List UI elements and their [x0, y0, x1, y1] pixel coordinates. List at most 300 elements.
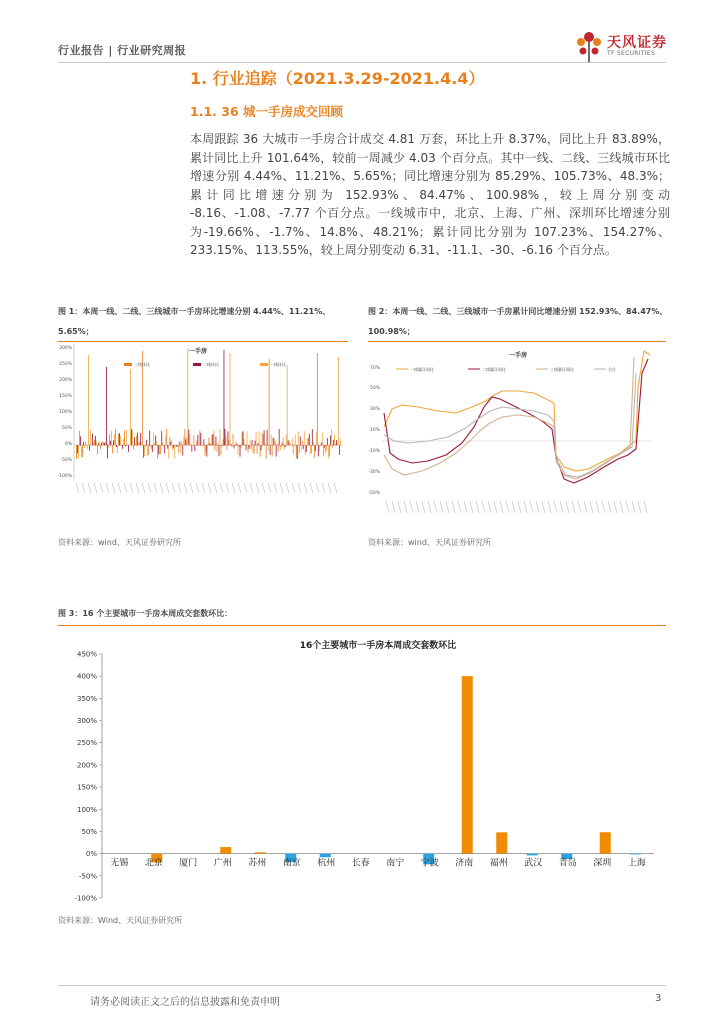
growth-bar — [269, 359, 270, 446]
y-tick-label: 200% — [76, 761, 97, 770]
growth-bar — [248, 445, 249, 452]
growth-bar — [99, 442, 100, 446]
growth-bar — [323, 445, 324, 456]
growth-bar — [134, 437, 135, 445]
growth-bar — [330, 436, 331, 446]
growth-bar — [197, 435, 198, 445]
growth-bar — [271, 434, 272, 445]
growth-bar — [290, 443, 291, 445]
growth-bar — [309, 434, 310, 446]
growth-bar — [121, 445, 122, 446]
growth-bar — [216, 436, 217, 445]
growth-bar — [158, 445, 159, 454]
growth-bar — [149, 430, 150, 445]
growth-bar — [232, 445, 233, 447]
growth-bar — [87, 445, 88, 449]
growth-bar — [83, 442, 84, 446]
growth-bar — [113, 440, 114, 445]
growth-bar — [256, 431, 257, 445]
city-label: 宁波 — [420, 858, 439, 869]
growth-bar — [206, 445, 207, 457]
growth-bar — [88, 355, 89, 446]
growth-bar — [137, 433, 138, 446]
growth-bar — [224, 350, 225, 446]
growth-bar — [240, 445, 241, 457]
growth-bar — [200, 433, 201, 446]
f2-ytick: 50% — [369, 386, 380, 391]
growth-bar — [97, 445, 98, 454]
growth-bar — [325, 445, 326, 453]
growth-bar — [210, 444, 211, 446]
growth-bar — [246, 445, 247, 450]
figure3-x-axis — [110, 857, 646, 869]
growth-bar — [303, 445, 304, 449]
f2-ytick: 30% — [369, 407, 380, 412]
growth-bar — [339, 445, 340, 455]
growth-bar — [228, 431, 229, 445]
city-bar — [220, 847, 231, 854]
growth-bar — [267, 430, 268, 446]
growth-bar — [118, 434, 119, 445]
growth-bar — [315, 445, 316, 451]
y-tick-label: 300% — [76, 717, 97, 726]
growth-bar — [155, 436, 156, 446]
growth-bar — [167, 445, 168, 449]
growth-bar — [306, 445, 307, 452]
figure3-source: 资料来源：Wind、天风证券研究所 — [58, 916, 183, 925]
growth-bar — [114, 434, 115, 445]
growth-bar — [247, 431, 248, 445]
growth-bar — [186, 437, 187, 446]
growth-bar — [128, 445, 129, 452]
growth-bar — [179, 441, 180, 445]
figure3-title: 图 3：16 个主要城市一手房本周成交套数环比： — [58, 609, 233, 618]
growth-bar — [244, 439, 245, 445]
f2-legend-label: 三线累计同比 — [550, 367, 574, 372]
growth-bar — [141, 444, 142, 446]
growth-bar — [262, 432, 263, 445]
growth-bar — [126, 430, 127, 446]
growth-bar — [112, 445, 113, 454]
f1-ytick: 50% — [61, 426, 72, 431]
growth-bar — [135, 443, 136, 445]
growth-bar — [280, 445, 281, 451]
growth-bar — [289, 440, 290, 445]
growth-bar — [189, 434, 190, 445]
growth-bar — [223, 439, 224, 445]
f2-ytick: -10% — [368, 449, 380, 454]
growth-bar — [143, 445, 144, 458]
city-label: 厦门 — [179, 858, 198, 869]
f1-ytick: 200% — [59, 378, 72, 383]
growth-bar — [115, 429, 116, 446]
growth-bar — [260, 445, 261, 457]
f2-ytick: -50% — [368, 491, 380, 496]
f1-ytick: 0% — [64, 442, 72, 447]
growth-bar — [305, 445, 306, 454]
growth-bar — [284, 445, 285, 449]
growth-bar — [235, 445, 236, 446]
f1-legend-label: 二线环比 — [203, 362, 219, 367]
growth-bar — [199, 430, 200, 445]
growth-bar — [163, 445, 164, 446]
growth-bar — [129, 445, 130, 446]
city-bar — [600, 832, 611, 853]
y-tick-label: 450% — [76, 650, 97, 659]
growth-bar — [96, 441, 97, 445]
growth-bar — [125, 445, 126, 446]
f1-ytick: -50% — [60, 458, 72, 463]
growth-bar — [230, 353, 231, 446]
growth-bar — [282, 443, 283, 446]
y-tick-label: 0% — [85, 850, 97, 859]
growth-bar — [301, 445, 302, 450]
growth-bar — [234, 445, 235, 448]
growth-bar — [95, 436, 96, 446]
growth-bar — [181, 441, 182, 445]
growth-bar — [338, 357, 339, 446]
growth-bar — [237, 444, 238, 446]
growth-bar — [168, 445, 169, 459]
f2-ytick: -30% — [368, 470, 380, 475]
growth-bar — [103, 442, 104, 445]
report-type: 行业报告 | 行业研究周报 — [58, 44, 187, 57]
growth-bar — [278, 445, 279, 452]
header-divider — [58, 62, 666, 63]
f1-ytick: 150% — [59, 394, 72, 399]
growth-bar — [277, 443, 278, 445]
city-label: 苏州 — [248, 858, 267, 869]
growth-bar — [152, 445, 153, 452]
growth-bar — [261, 445, 262, 450]
growth-bar — [138, 443, 139, 446]
growth-bar — [304, 431, 305, 446]
growth-bar — [334, 435, 335, 446]
figure1-chart-title: 一手房 — [188, 348, 208, 355]
growth-bar — [94, 440, 95, 446]
growth-bar — [201, 445, 202, 446]
growth-bar — [89, 445, 90, 451]
growth-bar — [254, 445, 255, 454]
growth-bar — [285, 445, 286, 447]
growth-bar — [175, 445, 176, 446]
growth-bar — [258, 443, 259, 445]
growth-bar — [191, 445, 192, 452]
growth-bar — [245, 444, 246, 445]
growth-bar — [188, 430, 189, 446]
growth-bar — [225, 429, 226, 446]
growth-bar — [249, 445, 250, 449]
growth-bar — [276, 445, 277, 457]
growth-bar — [265, 444, 266, 446]
growth-bar — [190, 444, 191, 445]
growth-bar — [176, 445, 177, 447]
y-tick-label: 400% — [76, 672, 97, 681]
growth-bar — [288, 441, 289, 446]
growth-bar — [286, 435, 287, 446]
growth-bar — [102, 441, 103, 445]
growth-bar — [119, 433, 120, 445]
growth-bar — [98, 443, 99, 445]
growth-bar — [156, 441, 157, 445]
growth-bar — [231, 444, 232, 445]
growth-bar — [226, 436, 227, 446]
flower-logo-icon — [572, 28, 606, 64]
logo-name: 天风证券 — [607, 35, 667, 51]
f1-ytick: 250% — [59, 362, 72, 367]
growth-bar — [100, 445, 101, 449]
figure2-chart-title: 一手房 — [508, 352, 528, 359]
growth-bar — [169, 437, 170, 446]
growth-bar — [220, 429, 221, 445]
growth-bar — [250, 439, 251, 445]
growth-bar — [239, 445, 240, 447]
growth-bar — [76, 445, 77, 459]
growth-bar — [318, 445, 319, 456]
growth-bar — [333, 440, 334, 446]
figure2-source: 资料来源：wind、天风证券研究所 — [368, 538, 491, 547]
f2-legend-label: 合计 — [608, 367, 616, 372]
growth-bar — [194, 445, 195, 451]
growth-bar — [164, 445, 165, 454]
growth-bar — [180, 445, 181, 453]
growth-bar — [255, 441, 256, 446]
growth-bar — [268, 445, 269, 451]
y-tick-label: 50% — [81, 827, 97, 836]
growth-bar — [275, 441, 276, 446]
growth-bar — [319, 445, 320, 452]
growth-bar — [227, 445, 228, 450]
growth-bar — [299, 445, 300, 453]
growth-bar — [242, 432, 243, 445]
growth-bar — [162, 442, 163, 445]
figure2-chart — [368, 343, 666, 533]
growth-bar — [324, 445, 325, 448]
growth-bar — [217, 445, 218, 452]
growth-bar — [177, 445, 178, 447]
growth-bar — [101, 443, 102, 446]
growth-bar — [219, 445, 220, 456]
growth-bar — [300, 437, 301, 446]
city-label: 福州 — [489, 858, 508, 869]
growth-bar — [293, 445, 294, 454]
summary-paragraph: 本周跟踪 36 大城市一手房合计成交 4.81 万套，环比上升 8.37%，同比上升 83.89%，累计同比上升 101.64%，较前一周减少 4.03 个百分点。其中一线、二线、三线城市环比增速分别 4.44%、11.21%、5.65%；同比增速分别为 85.29%、105.73%、48.3%；累计同比增速分别为 152.93%、84.47%、100.98%，较上周分别变动 -8.16、-1.08、-7.77 个百分点。一线城市中，北京、上海、广州、深圳环比增速分别为-19.66%、-1.7%、14.8%、48.21%；累计同比分别为 107.23%、154.27%、233.15%、113.55%，较上周分别变动 6.31、-11.1、-30、-6.16 个百分点。 — [190, 132, 670, 257]
growth-bar — [77, 445, 78, 454]
growth-bar — [253, 445, 254, 453]
logo-sub: TF SECURITIES — [607, 50, 656, 57]
growth-bar — [92, 434, 93, 446]
f2-ytick: 10% — [369, 428, 380, 433]
growth-bar — [184, 429, 185, 445]
growth-bar — [161, 431, 162, 445]
growth-bar — [185, 439, 186, 445]
growth-bar — [207, 443, 208, 445]
growth-bar — [213, 434, 214, 445]
f1-legend-label: 三线环比 — [134, 362, 150, 367]
city-label: 济南 — [455, 858, 474, 869]
growth-bar — [259, 432, 260, 446]
figure3-chart-title: 16个主要城市一手房本周成交套数环比 — [299, 641, 457, 651]
growth-bar — [283, 437, 284, 446]
growth-bar — [90, 430, 91, 445]
growth-bar — [298, 431, 299, 445]
growth-bar — [173, 445, 174, 448]
growth-bar — [337, 443, 338, 445]
growth-bar — [86, 445, 87, 446]
disclaimer: 请务必阅读正文之后的信息披露和免责申明 — [90, 997, 280, 1008]
growth-bar — [148, 445, 149, 455]
figure3-chart — [58, 627, 666, 912]
growth-bar — [203, 439, 204, 445]
growth-bar — [165, 435, 166, 445]
growth-bar — [307, 439, 308, 446]
growth-bar — [252, 440, 253, 446]
growth-bar — [266, 445, 267, 458]
figure3-rule — [58, 625, 666, 626]
growth-bar — [140, 433, 141, 446]
f1-ytick: 100% — [59, 410, 72, 415]
figure1-y-axis — [58, 345, 73, 479]
growth-bar — [145, 445, 146, 446]
growth-bar — [130, 369, 131, 446]
growth-bar — [183, 437, 184, 446]
growth-bar — [204, 445, 205, 456]
city-label: 杭州 — [317, 858, 336, 869]
growth-bar — [105, 441, 106, 445]
f2-legend-label: 一线累计同比 — [410, 367, 434, 372]
growth-bar — [107, 445, 108, 458]
growth-bar — [296, 445, 297, 458]
growth-bar — [314, 445, 315, 458]
growth-bar — [295, 435, 296, 446]
figure2-title: 图 2：本周一线、二线、三线城市一手房累计同比增速分别 152.93%、84.47%、100.98%； — [368, 307, 668, 336]
growth-bar — [331, 429, 332, 445]
city-label: 上海 — [627, 858, 646, 869]
y-tick-label: 250% — [76, 739, 97, 748]
growth-bar — [335, 444, 336, 446]
page-number: 3 — [655, 993, 662, 1004]
growth-bar — [116, 445, 117, 447]
city-bar — [255, 852, 266, 853]
growth-bar — [84, 445, 85, 448]
growth-bar — [122, 445, 123, 449]
growth-bar — [287, 365, 288, 446]
growth-bar — [85, 442, 86, 446]
growth-bar — [272, 445, 273, 457]
growth-bar — [322, 432, 323, 445]
y-tick-label: 350% — [76, 694, 97, 703]
growth-bar — [233, 434, 234, 445]
growth-bar — [120, 436, 121, 445]
growth-bar — [302, 441, 303, 446]
city-label: 青岛 — [558, 858, 577, 869]
growth-bar — [160, 445, 161, 454]
growth-bar — [82, 445, 83, 457]
f2-legend-label: 二线累计同比 — [482, 367, 506, 372]
growth-bar — [273, 438, 274, 446]
growth-bar — [151, 445, 152, 449]
city-label: 武汉 — [524, 858, 543, 869]
growth-bar — [274, 438, 275, 445]
growth-bar — [146, 440, 147, 446]
y-tick-label: -100% — [74, 894, 97, 903]
growth-bar — [311, 445, 312, 453]
figure2-rule — [368, 341, 666, 342]
figure1-chart — [58, 343, 348, 533]
growth-bar — [251, 445, 252, 450]
growth-bar — [123, 439, 124, 446]
growth-bar — [195, 445, 196, 446]
figure3-y-axis — [74, 651, 102, 903]
f1-ytick: -100% — [58, 474, 72, 479]
growth-bar — [241, 445, 242, 448]
growth-bar — [193, 435, 194, 445]
growth-bar — [79, 431, 80, 446]
growth-bar — [332, 445, 333, 448]
y-tick-label: -50% — [78, 872, 97, 881]
growth-bar — [281, 445, 282, 447]
growth-bar — [205, 445, 206, 453]
growth-bar — [136, 436, 137, 446]
city-label: 无锡 — [110, 858, 129, 869]
growth-bar — [108, 445, 109, 448]
growth-bar — [182, 445, 183, 456]
section-heading: 1. 行业追踪（2021.3.29-2021.4.4） — [190, 69, 485, 88]
growth-bar — [131, 429, 132, 446]
growth-bar — [209, 438, 210, 446]
growth-bar — [81, 445, 82, 457]
growth-bar — [178, 445, 179, 453]
growth-bar — [174, 445, 175, 458]
growth-bar — [157, 445, 158, 459]
growth-bar — [317, 353, 318, 446]
growth-bar — [327, 438, 328, 445]
figure1-rule — [58, 341, 348, 342]
city-label: 广州 — [213, 858, 232, 869]
growth-bar — [198, 445, 199, 446]
city-bar — [630, 854, 641, 855]
growth-bar — [292, 438, 293, 445]
growth-bar — [144, 445, 145, 456]
growth-bar — [336, 440, 337, 445]
growth-bar — [117, 445, 118, 453]
f1-ytick: 300% — [59, 346, 72, 351]
growth-bar — [238, 445, 239, 455]
growth-bar — [106, 367, 107, 446]
growth-bar — [329, 445, 330, 456]
growth-bar — [236, 442, 237, 446]
city-label: 深圳 — [593, 858, 612, 869]
growth-bar — [270, 445, 271, 455]
growth-bar — [312, 429, 313, 445]
growth-bar — [212, 435, 213, 446]
growth-bar — [192, 445, 193, 446]
growth-bar — [172, 445, 173, 450]
growth-bar — [294, 445, 295, 446]
city-bar — [496, 832, 507, 853]
city-label: 南宁 — [386, 858, 405, 869]
growth-bar — [78, 445, 79, 458]
growth-bar — [215, 445, 216, 451]
y-tick-label: 100% — [76, 805, 97, 814]
growth-bar — [316, 432, 317, 445]
growth-bar — [320, 445, 321, 446]
growth-bar — [313, 441, 314, 446]
growth-bar — [133, 445, 134, 449]
growth-bar — [326, 445, 327, 451]
growth-bar — [80, 436, 81, 445]
growth-bar — [132, 431, 133, 446]
